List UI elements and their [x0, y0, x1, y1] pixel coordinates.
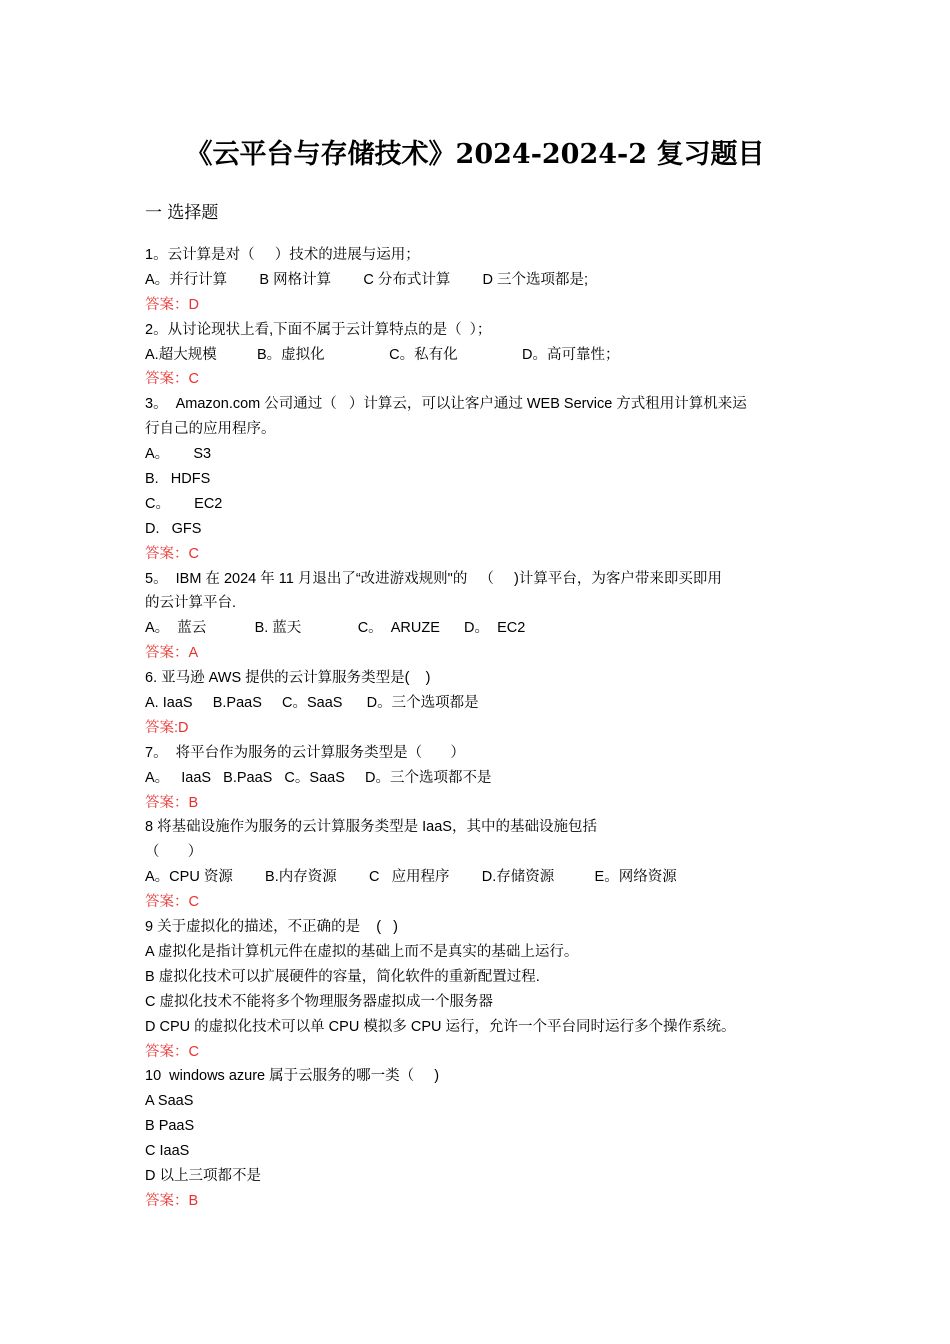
question-line: 1。云计算是对（ ）技术的进展与运用；	[145, 247, 420, 263]
answer-line: 答案：C	[145, 894, 199, 911]
question-line: A。CPU 资源 B.内存资源 C 应用程序 D.存储资源 E。网络资源	[145, 869, 677, 886]
question-line: 5。 IBM 在 2024 年 11 月退出了“改进游戏规则"的 （ )计算平台，为客户带来即买即用	[145, 570, 722, 587]
question-line: 10 windows azure 属于云服务的哪一类（ )	[145, 1068, 440, 1085]
question-line: C。 EC2	[145, 495, 223, 512]
question-line: A.超大规模 B。虚拟化 C。私有化 D。高可靠性；	[145, 346, 620, 363]
question-line: （ ）	[145, 844, 203, 861]
question-line: D 以上三项都不是	[145, 1167, 261, 1184]
answer-line: 答案：A	[145, 645, 199, 662]
question-line: C IaaS	[145, 1143, 190, 1160]
question-line: 8 将基础设施作为服务的云计算服务类型是 IaaS，其中的基础设施包括	[145, 819, 597, 836]
answer-line: 答案:D	[145, 719, 189, 736]
question-line: A。 IaaS B.PaaS C。SaaS D。三个选项都不是	[145, 769, 492, 786]
question-list	[145, 243, 815, 1214]
answer-line: 答案：C	[145, 1043, 199, 1060]
question-line: 行自己的应用程序。	[145, 421, 276, 438]
answer-line: 答案：B	[145, 794, 199, 811]
question-line: 3。 Amazon.com 公司通过（ ）计算云，可以让客户通过 WEB Service 方式租用计算机来运	[145, 396, 747, 413]
question-line: A。 蓝云 B. 蓝天 C。 ARUZE D。 EC2	[145, 620, 526, 637]
question-line: A。 S3	[145, 446, 212, 463]
question-line: 2。从讨论现状上看,下面不属于云计算特点的是（ ）；	[145, 321, 492, 338]
question-line: D. GFS	[145, 520, 202, 537]
question-line: 9 关于虚拟化的描述，不正确的是 ( )	[145, 919, 398, 936]
question-line: C 虚拟化技术不能将多个物理服务器虚拟成一个服务器	[145, 993, 493, 1010]
question-line: D CPU 的虚拟化技术可以单 CPU 模拟多 CPU 运行，允许一个平台同时运行多个操作系统。	[145, 1018, 736, 1035]
answer-line: 答案：C	[145, 545, 199, 562]
question-line: A SaaS	[145, 1093, 194, 1110]
question-line: A. IaaS B.PaaS C。SaaS D。三个选项都是	[145, 695, 479, 712]
question-line: 的云计算平台.	[145, 595, 237, 612]
answer-line: 答案：D	[145, 296, 199, 313]
question-line: A 虚拟化是指计算机元件在虚拟的基础上而不是真实的基础上运行。	[145, 943, 579, 960]
answer-line: 答案：B	[145, 1192, 199, 1209]
question-line: B. HDFS	[145, 471, 211, 488]
question-line: B PaaS	[145, 1118, 195, 1135]
section-heading: 一 选择题	[145, 203, 219, 223]
question-line: B 虚拟化技术可以扩展硬件的容量，简化软件的重新配置过程.	[145, 968, 540, 985]
document-title: 《云平台与存储技术》2024-2024-2 复习题目	[185, 139, 765, 170]
question-line: 6. 亚马逊 AWS 提供的云计算服务类型是( )	[145, 670, 431, 687]
answer-line: 答案：C	[145, 371, 199, 388]
question-line: 7。 将平台作为服务的云计算服务类型是（ ）	[145, 744, 465, 761]
question-line: A。并行计算 B 网格计算 C 分布式计算 D 三个选项都是;	[145, 271, 589, 288]
